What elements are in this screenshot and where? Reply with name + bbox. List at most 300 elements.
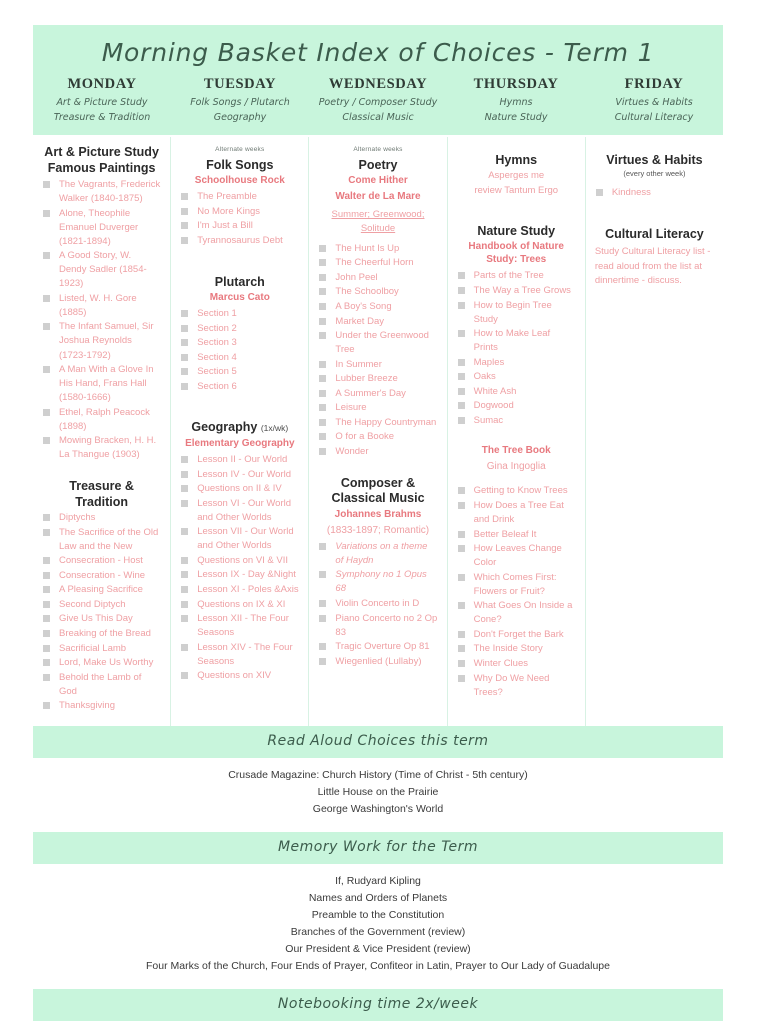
checklist-item-label: Section 4: [197, 351, 237, 363]
checklist-item[interactable]: [180, 583, 299, 597]
checkbox-icon[interactable]: [319, 303, 326, 310]
day-header-thursday: [447, 76, 585, 125]
checklist-item[interactable]: [318, 256, 437, 270]
checklist-item-label: Lesson XI - Poles &Axis: [197, 583, 299, 595]
day-header-tuesday: [171, 76, 309, 125]
checklist-item-label: A Good Story, W. Dendy Sadler (1854-1923): [59, 250, 147, 290]
checkbox-icon[interactable]: [319, 390, 326, 397]
checkbox-icon[interactable]: [458, 388, 465, 395]
checkbox-icon[interactable]: [319, 543, 326, 550]
checklist-item-label: Section 5: [197, 366, 237, 378]
checklist-item[interactable]: [457, 599, 576, 627]
alternate-weeks-note: Alternate weeks: [353, 145, 403, 153]
checklist-item-label: Maples: [473, 356, 505, 368]
checklist-item-label: Oaks: [473, 371, 496, 383]
checkbox-icon[interactable]: [458, 660, 465, 667]
checkbox-icon[interactable]: [43, 674, 50, 681]
checkbox-icon[interactable]: [458, 631, 465, 638]
notebooking-banner: [33, 989, 723, 1021]
checkbox-icon[interactable]: [181, 222, 188, 229]
checklist-item-label: Why Do We Need Trees?: [473, 672, 550, 698]
checklist-item[interactable]: [42, 598, 161, 612]
frequency-note: (every other week): [623, 169, 686, 179]
checklist-item[interactable]: [42, 554, 161, 568]
checkbox-icon[interactable]: [43, 702, 50, 709]
checklist-item-label: Symphony no 1 Opus 68: [335, 569, 427, 595]
checklist-item-label: John Peel: [335, 271, 378, 283]
checkbox-icon[interactable]: [319, 274, 326, 281]
checkbox-icon[interactable]: [43, 659, 50, 666]
checklist-item[interactable]: [318, 416, 437, 430]
checklist-item[interactable]: [42, 434, 161, 462]
memory-work-list: [33, 864, 723, 985]
checklist-item[interactable]: [318, 655, 437, 669]
checklist-item-label: Breaking of the Bread: [59, 628, 151, 639]
checklist-item[interactable]: [318, 597, 437, 611]
checklist-item[interactable]: [457, 542, 576, 570]
section-frequency: (1x/wk): [260, 423, 289, 434]
checklist-item-label: How to Make Leaf Prints: [473, 328, 551, 354]
checklist-item-label: Leisure: [335, 402, 367, 414]
checkbox-icon[interactable]: [43, 323, 50, 330]
book-author: Gina Ingoglia: [486, 461, 546, 473]
checklist-geography: [180, 453, 299, 683]
checklist-item[interactable]: [318, 568, 437, 596]
checkbox-icon[interactable]: [181, 615, 188, 622]
checkbox-icon[interactable]: [319, 259, 326, 266]
section-title: Poetry: [358, 157, 398, 172]
checklist-item[interactable]: [457, 327, 576, 355]
checkbox-icon[interactable]: [319, 658, 326, 665]
checkbox-icon[interactable]: [319, 245, 326, 252]
day-columns: [33, 135, 723, 726]
checklist-item-label: How Leaves Change Color: [473, 543, 562, 569]
checklist-item[interactable]: [457, 399, 576, 413]
checklist-item[interactable]: [180, 365, 299, 379]
checklist-nature-study: [457, 269, 576, 428]
checklist-item-label: No More Kings: [197, 205, 261, 217]
checklist-item[interactable]: [457, 284, 576, 298]
checkbox-icon[interactable]: [43, 514, 50, 521]
list-item: Names and Orders of Planets: [308, 891, 448, 904]
checkbox-icon[interactable]: [43, 295, 50, 302]
day-name: TUESDAY: [203, 76, 277, 93]
checklist-item-label: O for a Booke: [335, 431, 395, 443]
section-title: Virtues & Habits: [606, 152, 703, 167]
day-name: WEDNESDAY: [328, 76, 428, 93]
section-author: Walter de La Mare: [335, 191, 421, 203]
section-subtitle: Come Hither: [348, 175, 408, 187]
checklist-item[interactable]: [180, 554, 299, 568]
checklist-item-label: Thanksgiving: [59, 700, 115, 712]
checkbox-icon[interactable]: [458, 302, 465, 309]
checklist-tree-book: [457, 484, 576, 699]
checkbox-icon[interactable]: [181, 571, 188, 578]
checklist-item[interactable]: [457, 356, 576, 370]
checkbox-icon[interactable]: [319, 600, 326, 607]
checklist-item[interactable]: [457, 528, 576, 542]
checkbox-icon[interactable]: [181, 383, 188, 390]
checkbox-icon[interactable]: [596, 189, 603, 196]
checklist-virtues: [595, 186, 714, 200]
checkbox-icon[interactable]: [458, 287, 465, 294]
cultural-literacy-text: Study Cultural Literacy list - read aloud from the list at dinnertime - discuss.: [594, 246, 711, 286]
checklist-item-label: Getting to Know Trees: [473, 485, 568, 497]
checkbox-icon[interactable]: [43, 529, 50, 536]
checklist-item[interactable]: [457, 628, 576, 642]
checkbox-icon[interactable]: [458, 675, 465, 682]
checklist-item[interactable]: [318, 445, 437, 459]
day-name: THURSDAY: [473, 76, 559, 93]
checkbox-icon[interactable]: [181, 672, 188, 679]
checklist-item-label: Better Beleaf It: [473, 528, 537, 540]
checklist-item-label: Questions on XIV: [197, 670, 272, 682]
checkbox-icon[interactable]: [458, 545, 465, 552]
checkbox-icon[interactable]: [458, 487, 465, 494]
checkbox-icon[interactable]: [181, 325, 188, 332]
composer-dates: (1833-1897; Romantic): [326, 524, 430, 536]
day-subject-2: Classical Music: [342, 111, 414, 123]
checklist-item-label: Sumac: [473, 414, 504, 426]
checklist-item-label: Don't Forget the Bark: [473, 628, 564, 640]
list-item: Little House on the Prairie: [317, 785, 439, 798]
day-header-monday: [33, 76, 171, 125]
checkbox-icon[interactable]: [181, 644, 188, 651]
checklist-item-label: The Vagrants, Frederick Walker (1840-1875): [59, 178, 161, 204]
checklist-item[interactable]: [180, 453, 299, 467]
checklist-item[interactable]: [318, 242, 437, 256]
checklist-item-label: Lesson XIV - The Four Seasons: [197, 641, 293, 667]
checklist-item[interactable]: [457, 499, 576, 527]
checklist-poetry: [318, 242, 437, 459]
checklist-item[interactable]: [457, 299, 576, 327]
checkbox-icon[interactable]: [181, 237, 188, 244]
checklist-item-label: A Boy's Song: [335, 301, 392, 313]
checklist-item-label: Diptychs: [59, 512, 96, 524]
notebooking-title: Notebooking time 2x/week: [277, 995, 479, 1012]
checklist-item[interactable]: [42, 320, 161, 362]
checklist-item[interactable]: [180, 497, 299, 525]
section-title: Treasure & Tradition: [69, 478, 134, 509]
checkbox-icon[interactable]: [458, 402, 465, 409]
checkbox-icon[interactable]: [43, 409, 50, 416]
checklist-item-label: Lubber Breeze: [335, 373, 398, 385]
checklist-item-label: Tragic Overture Op 81: [335, 641, 430, 653]
checklist-item[interactable]: [457, 269, 576, 283]
checklist-item-label: Kindness: [611, 187, 651, 199]
checkbox-icon[interactable]: [458, 531, 465, 538]
checklist-item-label: How Does a Tree Eat and Drink: [473, 500, 564, 526]
checklist-item-label: Questions on IX & XI: [197, 598, 286, 610]
checkbox-icon[interactable]: [43, 615, 50, 622]
checklist-item[interactable]: [42, 627, 161, 641]
checklist-item[interactable]: [180, 641, 299, 669]
checklist-item[interactable]: [180, 669, 299, 683]
checklist-item[interactable]: [180, 380, 299, 394]
section-subtitle: Famous Paintings: [47, 161, 156, 176]
checkbox-icon[interactable]: [458, 272, 465, 279]
section-title: Cultural Literacy: [605, 226, 704, 241]
section-title: Composer & Classical Music: [331, 475, 425, 506]
checklist-item-label: The Happy Countryman: [335, 416, 437, 428]
checklist-item-label: Lesson IX - Day &Night: [197, 569, 296, 581]
checklist-item[interactable]: [318, 372, 437, 386]
checkbox-icon[interactable]: [43, 210, 50, 217]
checklist-item[interactable]: [457, 414, 576, 428]
checkbox-icon[interactable]: [319, 643, 326, 650]
checklist-item[interactable]: [180, 351, 299, 365]
section-title: [180, 420, 299, 436]
checklist-item-label: Mowing Bracken, H. H. La Thangue (1903): [59, 435, 157, 461]
checklist-item-label: Ethel, Ralph Peacock (1898): [59, 406, 150, 432]
checklist-item[interactable]: [457, 370, 576, 384]
poetry-themes-note: Summer; Greenwood; Solitude: [331, 209, 425, 235]
checklist-item-label: Lesson IV - Our World: [197, 468, 292, 480]
checkbox-icon[interactable]: [43, 572, 50, 579]
checklist-item[interactable]: [318, 401, 437, 415]
checklist-item-label: What Goes On Inside a Cone?: [473, 600, 573, 626]
checklist-item-label: Alone, Theophile Emanuel Duverger (1821-1894): [59, 207, 139, 247]
checklist-item-label: The Preamble: [197, 191, 257, 203]
checkbox-icon[interactable]: [181, 339, 188, 346]
checklist-item[interactable]: [42, 292, 161, 320]
memory-work-title: Memory Work for the Term: [277, 838, 479, 855]
checklist-item[interactable]: [180, 219, 299, 233]
checklist-item-label: Under the Greenwood Tree: [335, 330, 429, 356]
checklist-item[interactable]: [318, 640, 437, 654]
checkbox-icon[interactable]: [181, 456, 188, 463]
checkbox-icon[interactable]: [319, 318, 326, 325]
checklist-item[interactable]: [457, 385, 576, 399]
checkbox-icon[interactable]: [458, 417, 465, 424]
checklist-item-label: Listed, W. H. Gore (1885): [59, 292, 137, 318]
checkbox-icon[interactable]: [458, 502, 465, 509]
checklist-item-label: Section 6: [197, 380, 237, 392]
checklist-folk-songs: [180, 190, 299, 248]
checkbox-icon[interactable]: [181, 586, 188, 593]
checkbox-icon[interactable]: [458, 373, 465, 380]
checkbox-icon[interactable]: [458, 645, 465, 652]
checklist-item[interactable]: [457, 642, 576, 656]
checklist-item[interactable]: [180, 568, 299, 582]
checklist-item-label: The Sacrifice of the Old Law and the New: [59, 526, 159, 552]
checklist-item[interactable]: [42, 612, 161, 626]
checkbox-icon[interactable]: [43, 630, 50, 637]
checklist-item-label: Section 1: [197, 308, 237, 320]
checkbox-icon[interactable]: [43, 586, 50, 593]
checklist-plutarch: [180, 307, 299, 394]
list-item: Crusade Magazine: Church History (Time of Christ - 5th century): [228, 768, 528, 781]
checklist-item[interactable]: [318, 285, 437, 299]
checklist-item[interactable]: [318, 329, 437, 357]
checklist-item[interactable]: [180, 234, 299, 248]
checklist-item-label: Second Diptych: [59, 598, 126, 610]
checkbox-icon[interactable]: [181, 557, 188, 564]
section-subtitle: Elementary Geography: [185, 438, 295, 450]
checkbox-icon[interactable]: [319, 615, 326, 622]
checklist-item[interactable]: [180, 205, 299, 219]
day-subject-1: Virtues & Habits: [615, 97, 693, 109]
checklist-item[interactable]: [180, 468, 299, 482]
list-item: Four Marks of the Church, Four Ends of Prayer, Confiteor in Latin, Prayer to Our Lady of Guadalupe: [146, 959, 610, 972]
checklist-item[interactable]: [42, 526, 161, 554]
checklist-item-label: White Ash: [473, 385, 517, 397]
alternate-weeks-note: Alternate weeks: [215, 145, 265, 153]
checklist-item-label: In Summer: [335, 358, 382, 370]
read-aloud-banner: [33, 726, 723, 758]
checklist-item-label: The Schoolboy: [335, 286, 399, 298]
checklist-item-label: The Way a Tree Grows: [473, 284, 571, 296]
composer-name: Johannes Brahms: [334, 508, 422, 520]
checkbox-icon[interactable]: [43, 601, 50, 608]
checklist-item[interactable]: [42, 207, 161, 249]
checklist-item[interactable]: [42, 178, 161, 206]
hymn-item: Asperges me: [488, 170, 545, 182]
checklist-item-label: Winter Clues: [473, 658, 528, 670]
checkbox-icon[interactable]: [43, 437, 50, 444]
checkbox-icon[interactable]: [319, 361, 326, 368]
checklist-item[interactable]: [180, 322, 299, 336]
checkbox-icon[interactable]: [319, 419, 326, 426]
checklist-famous-paintings: [42, 178, 161, 462]
checkbox-icon[interactable]: [458, 330, 465, 337]
checkbox-icon[interactable]: [43, 645, 50, 652]
checklist-item[interactable]: [180, 190, 299, 204]
list-item: Preamble to the Constitution: [311, 908, 445, 921]
day-header-friday: [585, 76, 723, 125]
checklist-item[interactable]: [318, 358, 437, 372]
checkbox-icon[interactable]: [181, 485, 188, 492]
checkbox-icon[interactable]: [181, 471, 188, 478]
checklist-item[interactable]: [180, 612, 299, 640]
day-subject-1: Poetry / Composer Study: [318, 97, 438, 109]
checklist-item[interactable]: [42, 642, 161, 656]
checklist-item-label: Give Us This Day: [59, 613, 133, 625]
checklist-item[interactable]: [42, 363, 161, 405]
column-wednesday: [309, 137, 447, 726]
checkbox-icon[interactable]: [43, 557, 50, 564]
checklist-item[interactable]: [457, 657, 576, 671]
checklist-item-label: The Hunt Is Up: [335, 242, 400, 254]
checkbox-icon[interactable]: [181, 310, 188, 317]
checklist-item[interactable]: [180, 307, 299, 321]
checklist-item[interactable]: [318, 300, 437, 314]
checklist-item[interactable]: [318, 430, 437, 444]
checkbox-icon[interactable]: [43, 366, 50, 373]
checklist-item[interactable]: [42, 583, 161, 597]
checkbox-icon[interactable]: [181, 500, 188, 507]
section-title-text: Geography: [191, 420, 258, 435]
day-header-wednesday: [309, 76, 447, 125]
day-name: FRIDAY: [624, 76, 684, 93]
checklist-item[interactable]: [42, 249, 161, 291]
read-aloud-list: [33, 758, 723, 828]
checkbox-icon[interactable]: [181, 354, 188, 361]
checklist-item[interactable]: [42, 699, 161, 713]
page-title: Morning Basket Index of Choices - Term 1: [101, 38, 655, 67]
checkbox-icon[interactable]: [181, 528, 188, 535]
checkbox-icon[interactable]: [319, 571, 326, 578]
checklist-item[interactable]: [457, 571, 576, 599]
day-subject-2: Nature Study: [484, 111, 548, 123]
checklist-item-label: A Pleasing Sacrifice: [59, 584, 143, 596]
checkbox-icon[interactable]: [181, 208, 188, 215]
checklist-item[interactable]: [42, 569, 161, 583]
checkbox-icon[interactable]: [181, 601, 188, 608]
checkbox-icon[interactable]: [43, 181, 50, 188]
list-item: Our President & Vice President (review): [285, 942, 471, 955]
checklist-item[interactable]: [42, 656, 161, 670]
section-title: Art & Picture Study: [44, 144, 159, 159]
column-friday: [586, 137, 723, 726]
days-header-row: [33, 76, 723, 134]
column-tuesday: [171, 137, 309, 726]
checklist-item-label: Market Day: [335, 315, 384, 327]
checklist-item-label: Dogwood: [473, 400, 514, 412]
checkbox-icon[interactable]: [458, 574, 465, 581]
checklist-item-label: Wiegenlied (Lullaby): [335, 655, 422, 667]
checklist-item[interactable]: [42, 511, 161, 525]
checklist-item[interactable]: [42, 671, 161, 699]
checkbox-icon[interactable]: [319, 433, 326, 440]
checkbox-icon[interactable]: [181, 193, 188, 200]
section-subtitle: Handbook of Nature Study: Trees: [468, 241, 564, 266]
checkbox-icon[interactable]: [458, 602, 465, 609]
planner-sheet: [33, 25, 723, 1021]
checkbox-icon[interactable]: [319, 288, 326, 295]
checklist-item-label: Behold the Lamb of God: [59, 671, 142, 697]
checklist-item-label: Questions on VI & VII: [197, 554, 289, 566]
checklist-item[interactable]: [318, 540, 437, 568]
checklist-item-label: Consecration - Wine: [59, 569, 146, 581]
checklist-item[interactable]: [180, 482, 299, 496]
checklist-item[interactable]: [595, 186, 714, 200]
checklist-item-label: Questions on II & IV: [197, 483, 282, 495]
checkbox-icon[interactable]: [43, 252, 50, 259]
checkbox-icon[interactable]: [181, 368, 188, 375]
checklist-item[interactable]: [318, 612, 437, 640]
checklist-item-label: The Inside Story: [473, 643, 543, 655]
checklist-item-label: Lesson XII - The Four Seasons: [197, 613, 289, 639]
section-title: Nature Study: [477, 223, 556, 238]
checklist-item[interactable]: [457, 672, 576, 700]
list-item: If, Rudyard Kipling: [335, 874, 421, 887]
checklist-item[interactable]: [180, 525, 299, 553]
checklist-item[interactable]: [180, 336, 299, 350]
section-title: Plutarch: [214, 274, 265, 289]
checklist-item-label: The Infant Samuel, Sir Joshua Reynolds (1723-1792): [59, 321, 154, 361]
checklist-item[interactable]: [180, 598, 299, 612]
checkbox-icon[interactable]: [319, 375, 326, 382]
checklist-item-label: Consecration - Host: [59, 555, 143, 567]
checklist-item[interactable]: [42, 406, 161, 434]
checkbox-icon[interactable]: [458, 359, 465, 366]
checklist-item-label: Wonder: [335, 446, 369, 457]
checklist-item-label: Lord, Make Us Worthy: [59, 657, 154, 669]
checklist-item-label: Variations on a theme of Haydn: [335, 540, 428, 566]
checklist-item[interactable]: [318, 271, 437, 285]
checklist-item[interactable]: [457, 484, 576, 498]
checkbox-icon[interactable]: [319, 448, 326, 455]
checkbox-icon[interactable]: [319, 404, 326, 411]
checklist-item-label: Lesson VII - Our World and Other Worlds: [197, 526, 294, 552]
day-subject-1: Art & Picture Study: [56, 97, 148, 109]
checklist-item[interactable]: [318, 387, 437, 401]
checklist-item-label: Which Comes First: Flowers or Fruit?: [473, 571, 557, 597]
checklist-item-label: I'm Just a Bill: [197, 220, 253, 232]
checkbox-icon[interactable]: [319, 332, 326, 339]
checklist-item[interactable]: [318, 315, 437, 329]
